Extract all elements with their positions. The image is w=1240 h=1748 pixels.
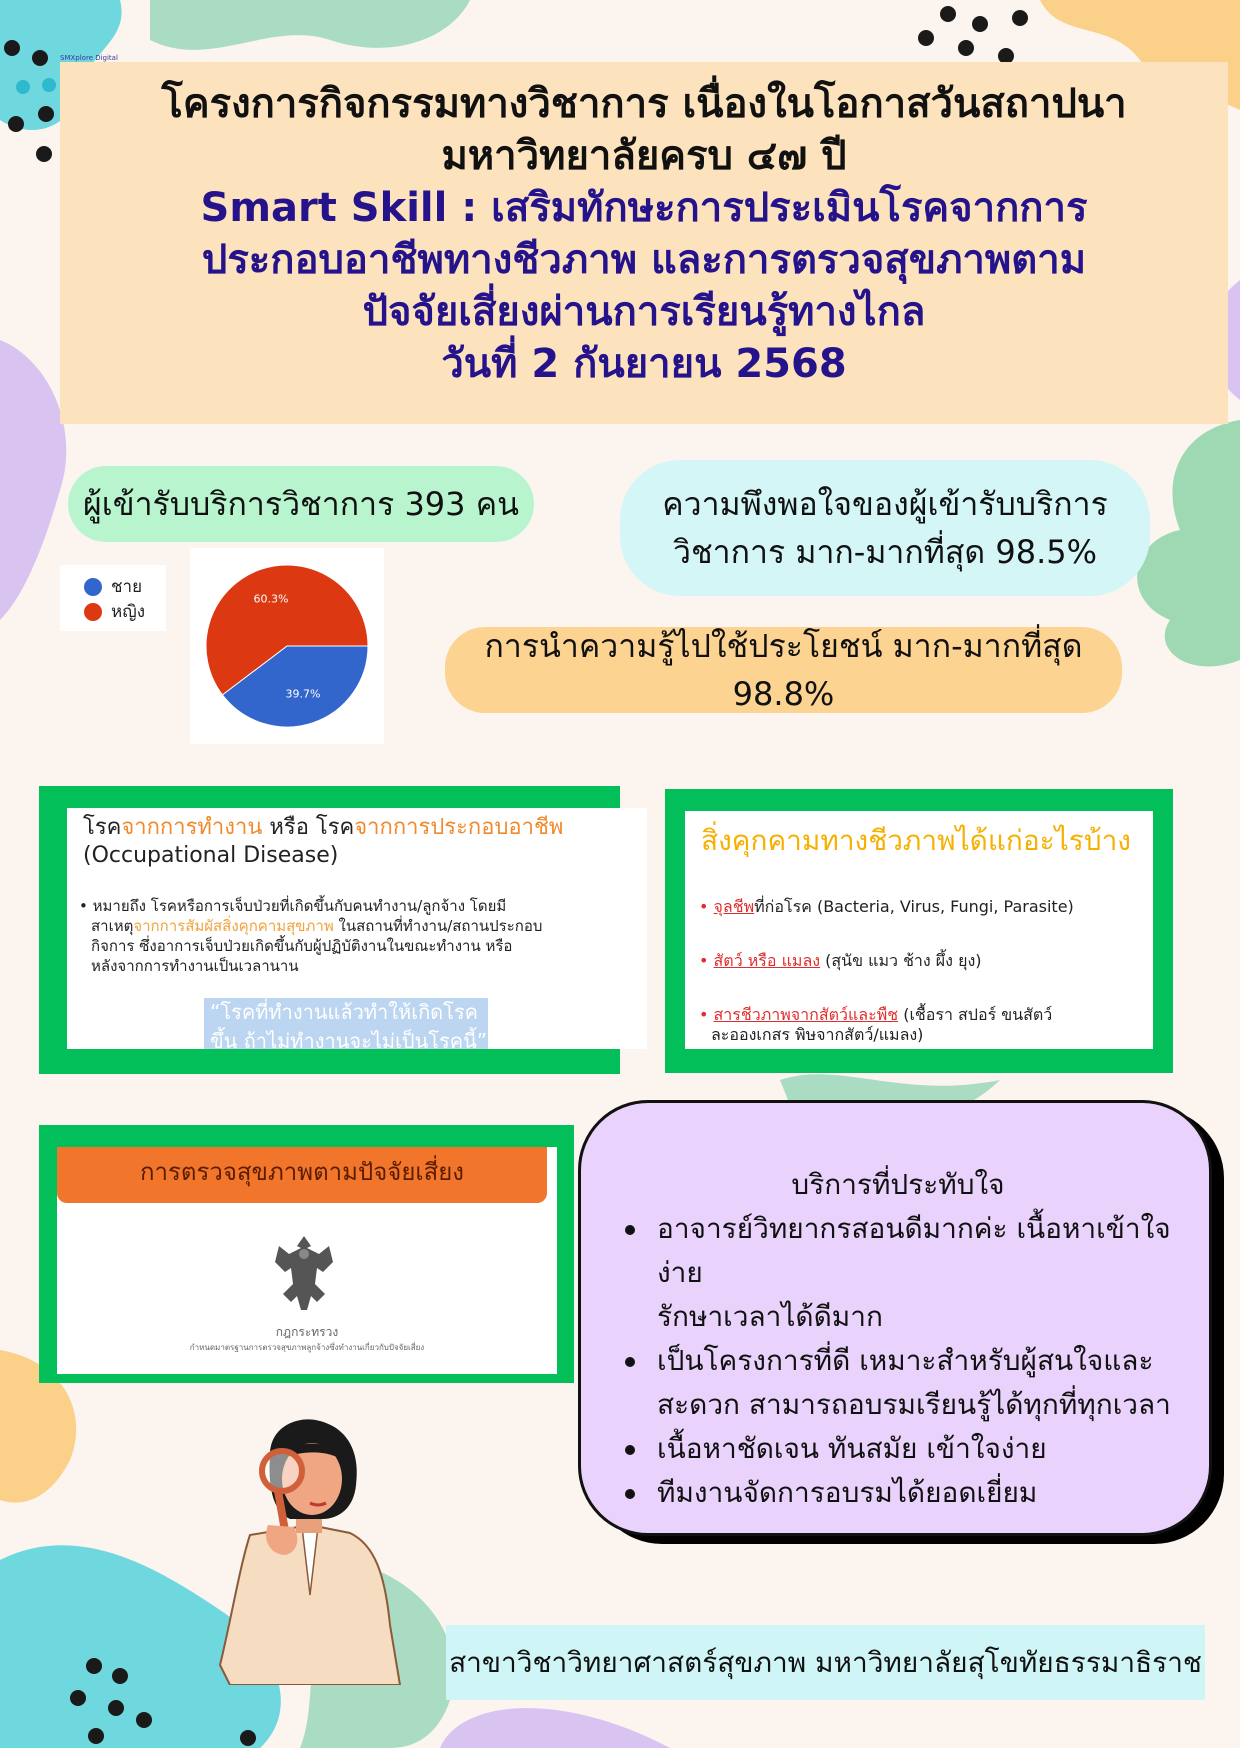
- card2-item-2-text: (สุนัข แมว ช้าง ผึ้ง ยุง): [820, 951, 982, 970]
- card1-body: [79, 896, 639, 976]
- legend-swatch-female: [84, 603, 102, 621]
- decor-dot: [32, 50, 48, 66]
- header-line-4: ประกอบอาชีพทางชีวภาพ และการตรวจสุขภาพตาม: [201, 237, 1087, 283]
- decor-dot: [8, 116, 24, 132]
- card1-title-a: โรค: [83, 815, 122, 840]
- card2-item-3-text-2: ละอองเกสร พิษจากสัตว์/แมลง): [711, 1025, 924, 1044]
- header-line-1: โครงการกิจกรรมทางวิชาการ เนื่องในโอกาสวันสถาปนา: [161, 81, 1127, 127]
- legend-item-female: [84, 599, 166, 624]
- garuda-emblem-icon: [267, 1232, 341, 1316]
- card1-title-c: หรือ โรค: [262, 815, 355, 840]
- impressive-item: [621, 1471, 1201, 1515]
- decor-dot-cyan: [42, 78, 56, 92]
- card1-title-d: จากการประกอบอาชีพ: [354, 815, 564, 840]
- legend-label-female: หญิง: [111, 602, 145, 622]
- card1-body-line-3: กิจการ ซึ่งอาการเจ็บป่วยเกิดขึ้นกับผู้ปฏิบัติงานในขณะทำงาน หรือ: [91, 937, 513, 955]
- footer-text: สาขาวิชาวิทยาศาสตร์สุขภาพ มหาวิทยาลัยสุโขทัยธรรมาธิราช: [449, 1645, 1202, 1679]
- card2-item-2: [699, 951, 1149, 971]
- card2-item-3-keyword: สารชีวภาพจากสัตว์และพืช: [713, 1005, 899, 1024]
- impressive-services-box: [578, 1100, 1212, 1536]
- satisfaction-line-2: วิชาการ มาก-มากที่สุด 98.5%: [672, 533, 1097, 571]
- attendees-text: ผู้เข้ารับบริการวิชาการ 393 คน: [83, 485, 519, 523]
- decor-dot: [918, 30, 934, 46]
- card2-item-3: [699, 1005, 1149, 1045]
- usage-text: การนำความรู้ไปใช้ประโยชน์ มาก-มากที่สุด 98.8%: [484, 627, 1083, 713]
- pie-svg: [190, 548, 384, 744]
- decor-dot: [86, 1658, 102, 1674]
- decor-dot: [972, 16, 988, 32]
- decor-dot: [940, 6, 956, 22]
- footer-institution: [446, 1625, 1205, 1700]
- decor-dot: [38, 106, 54, 122]
- card2-title: สิ่งคุกคามทางชีวภาพได้แก่อะไรบ้าง: [701, 824, 1131, 857]
- legend-swatch-male: [84, 578, 102, 596]
- header-banner: [60, 54, 1228, 424]
- satisfaction-line-1: ความพึงพอใจของผู้เข้ารับบริการ: [662, 485, 1108, 523]
- pie-label-female: 60.3%: [253, 592, 289, 606]
- legend-item-male: [84, 574, 166, 599]
- card1-quote-line-1: “โรคที่ทำงานแล้วทำให้เกิดโรค: [210, 1000, 479, 1024]
- card3-caption-1: กฎกระทรวง: [275, 1325, 339, 1339]
- decor-dot: [240, 1730, 256, 1746]
- card2-item-1: [699, 897, 1149, 917]
- card3-caption-2: กำหนดมาตรฐานการตรวจสุขภาพลูกจ้างซึ่งทำงานเกี่ยวกับปัจจัยเสี่ยง: [189, 1343, 425, 1352]
- bullet-icon: [625, 1357, 635, 1367]
- card2-item-1-text: ที่ก่อโรค (Bacteria, Virus, Fungi, Parasite): [754, 897, 1074, 916]
- card1-quote-line-2: ขึ้น ถ้าไม่ทำงานจะไม่เป็นโรคนี้”: [210, 1029, 488, 1049]
- decor-dot: [36, 146, 52, 162]
- usage-pill: [445, 627, 1122, 713]
- header-line-5: ปัจจัยเสี่ยงผ่านการเรียนรู้ทางไกล: [362, 289, 926, 335]
- attendees-pill: [68, 466, 534, 542]
- satisfaction-pill: [620, 460, 1150, 596]
- header-date: วันที่ 2 กันยายน 2568: [441, 341, 847, 387]
- decor-dot: [70, 1690, 86, 1706]
- card2-item-3-text: (เชื้อรา สปอร์ ขนสัตว์: [898, 1005, 1053, 1024]
- impressive-item-continued: [621, 1295, 1201, 1339]
- occupational-disease-slide: [67, 808, 647, 1049]
- impressive-item-text: เป็นโครงการที่ดี เหมาะสำหรับผู้สนใจและ: [657, 1344, 1154, 1377]
- impressive-item: [621, 1427, 1201, 1471]
- decor-dot-cyan: [16, 80, 30, 94]
- card1-quote: [204, 998, 488, 1049]
- impressive-list: [621, 1207, 1201, 1515]
- impressive-item-text: อาจารย์วิทยากรสอนดีมากค่ะ เนื้อหาเข้าใจง่าย: [657, 1212, 1171, 1289]
- card2-bullet: •: [699, 1005, 714, 1024]
- woman-magnifier-illustration: [210, 1415, 410, 1685]
- card1-body-b: สาเหตุ: [91, 917, 134, 935]
- bullet-icon: [625, 1225, 635, 1235]
- decor-dot: [4, 40, 20, 56]
- chart-legend: [60, 565, 166, 631]
- pie-label-male: 39.7%: [285, 687, 321, 701]
- card1-body-line-1: • หมายถึง โรคหรือการเจ็บป่วยที่เกิดขึ้นกับคนทำงาน/ลูกจ้าง โดยมี: [79, 897, 507, 915]
- card1-body-line-4: หลังจากการทำงานเป็นเวลานาน: [91, 957, 299, 975]
- bullet-icon: [625, 1489, 635, 1499]
- impressive-item: [621, 1207, 1201, 1295]
- occupational-disease-card: [39, 786, 620, 1074]
- biological-hazards-card: [665, 789, 1173, 1073]
- biological-hazards-slide: [685, 811, 1153, 1049]
- decor-dot: [1012, 10, 1028, 26]
- decor-dot: [958, 40, 974, 56]
- card2-bullet: •: [699, 951, 714, 970]
- decor-dot: [136, 1712, 152, 1728]
- bullet-icon: [625, 1445, 635, 1455]
- card2-item-2-keyword: สัตว์ หรือ แมลง: [713, 951, 821, 970]
- card1-body-line-2: [79, 916, 639, 936]
- header-line-2: มหาวิทยาลัยครบ ๔๗ ปี: [441, 133, 847, 179]
- card1-body-d: ในสถานที่ทำงาน/สถานประกอบ: [333, 917, 543, 935]
- impressive-item-text: เนื้อหาชัดเจน ทันสมัย เข้าใจง่าย: [657, 1432, 1047, 1465]
- impressive-item: [621, 1339, 1201, 1383]
- card1-title: [83, 813, 563, 843]
- card1-subtitle: (Occupational Disease): [83, 843, 339, 868]
- card2-bullet: •: [699, 897, 714, 916]
- impressive-item-text: รักษาเวลาได้ดีมาก: [657, 1300, 883, 1333]
- decor-dot: [108, 1700, 124, 1716]
- impressive-item-text: ทีมงานจัดการอบรมได้ยอดเยี่ยม: [657, 1476, 1038, 1509]
- header-line-3: Smart Skill : เสริมทักษะการประเมินโรคจากการ: [200, 185, 1088, 231]
- card3-title-band: การตรวจสุขภาพตามปัจจัยเสี่ยง: [57, 1147, 547, 1203]
- impressive-item-continued: [621, 1383, 1201, 1427]
- legend-label-male: ชาย: [111, 577, 143, 597]
- risk-health-check-slide: [57, 1147, 557, 1374]
- brand-logo-text: SMXplore Digital: [60, 54, 118, 62]
- risk-health-check-card: [39, 1125, 574, 1383]
- gender-pie-chart: [190, 548, 384, 744]
- impressive-item-text: สะดวก สามารถอบรมเรียนรู้ได้ทุกที่ทุกเวลา: [657, 1388, 1171, 1421]
- card2-item-1-keyword: จุลชีพ: [713, 897, 755, 916]
- card1-body-c: จากการสัมผัสสิ่งคุกคามสุขภาพ: [133, 917, 334, 935]
- card1-title-b: จากการทำงาน: [121, 815, 263, 840]
- decor-dot: [112, 1668, 128, 1684]
- decor-blob-green-top: [150, 0, 470, 70]
- impressive-title: บริการที่ประทับใจ: [791, 1168, 1005, 1201]
- decor-dot: [88, 1728, 104, 1744]
